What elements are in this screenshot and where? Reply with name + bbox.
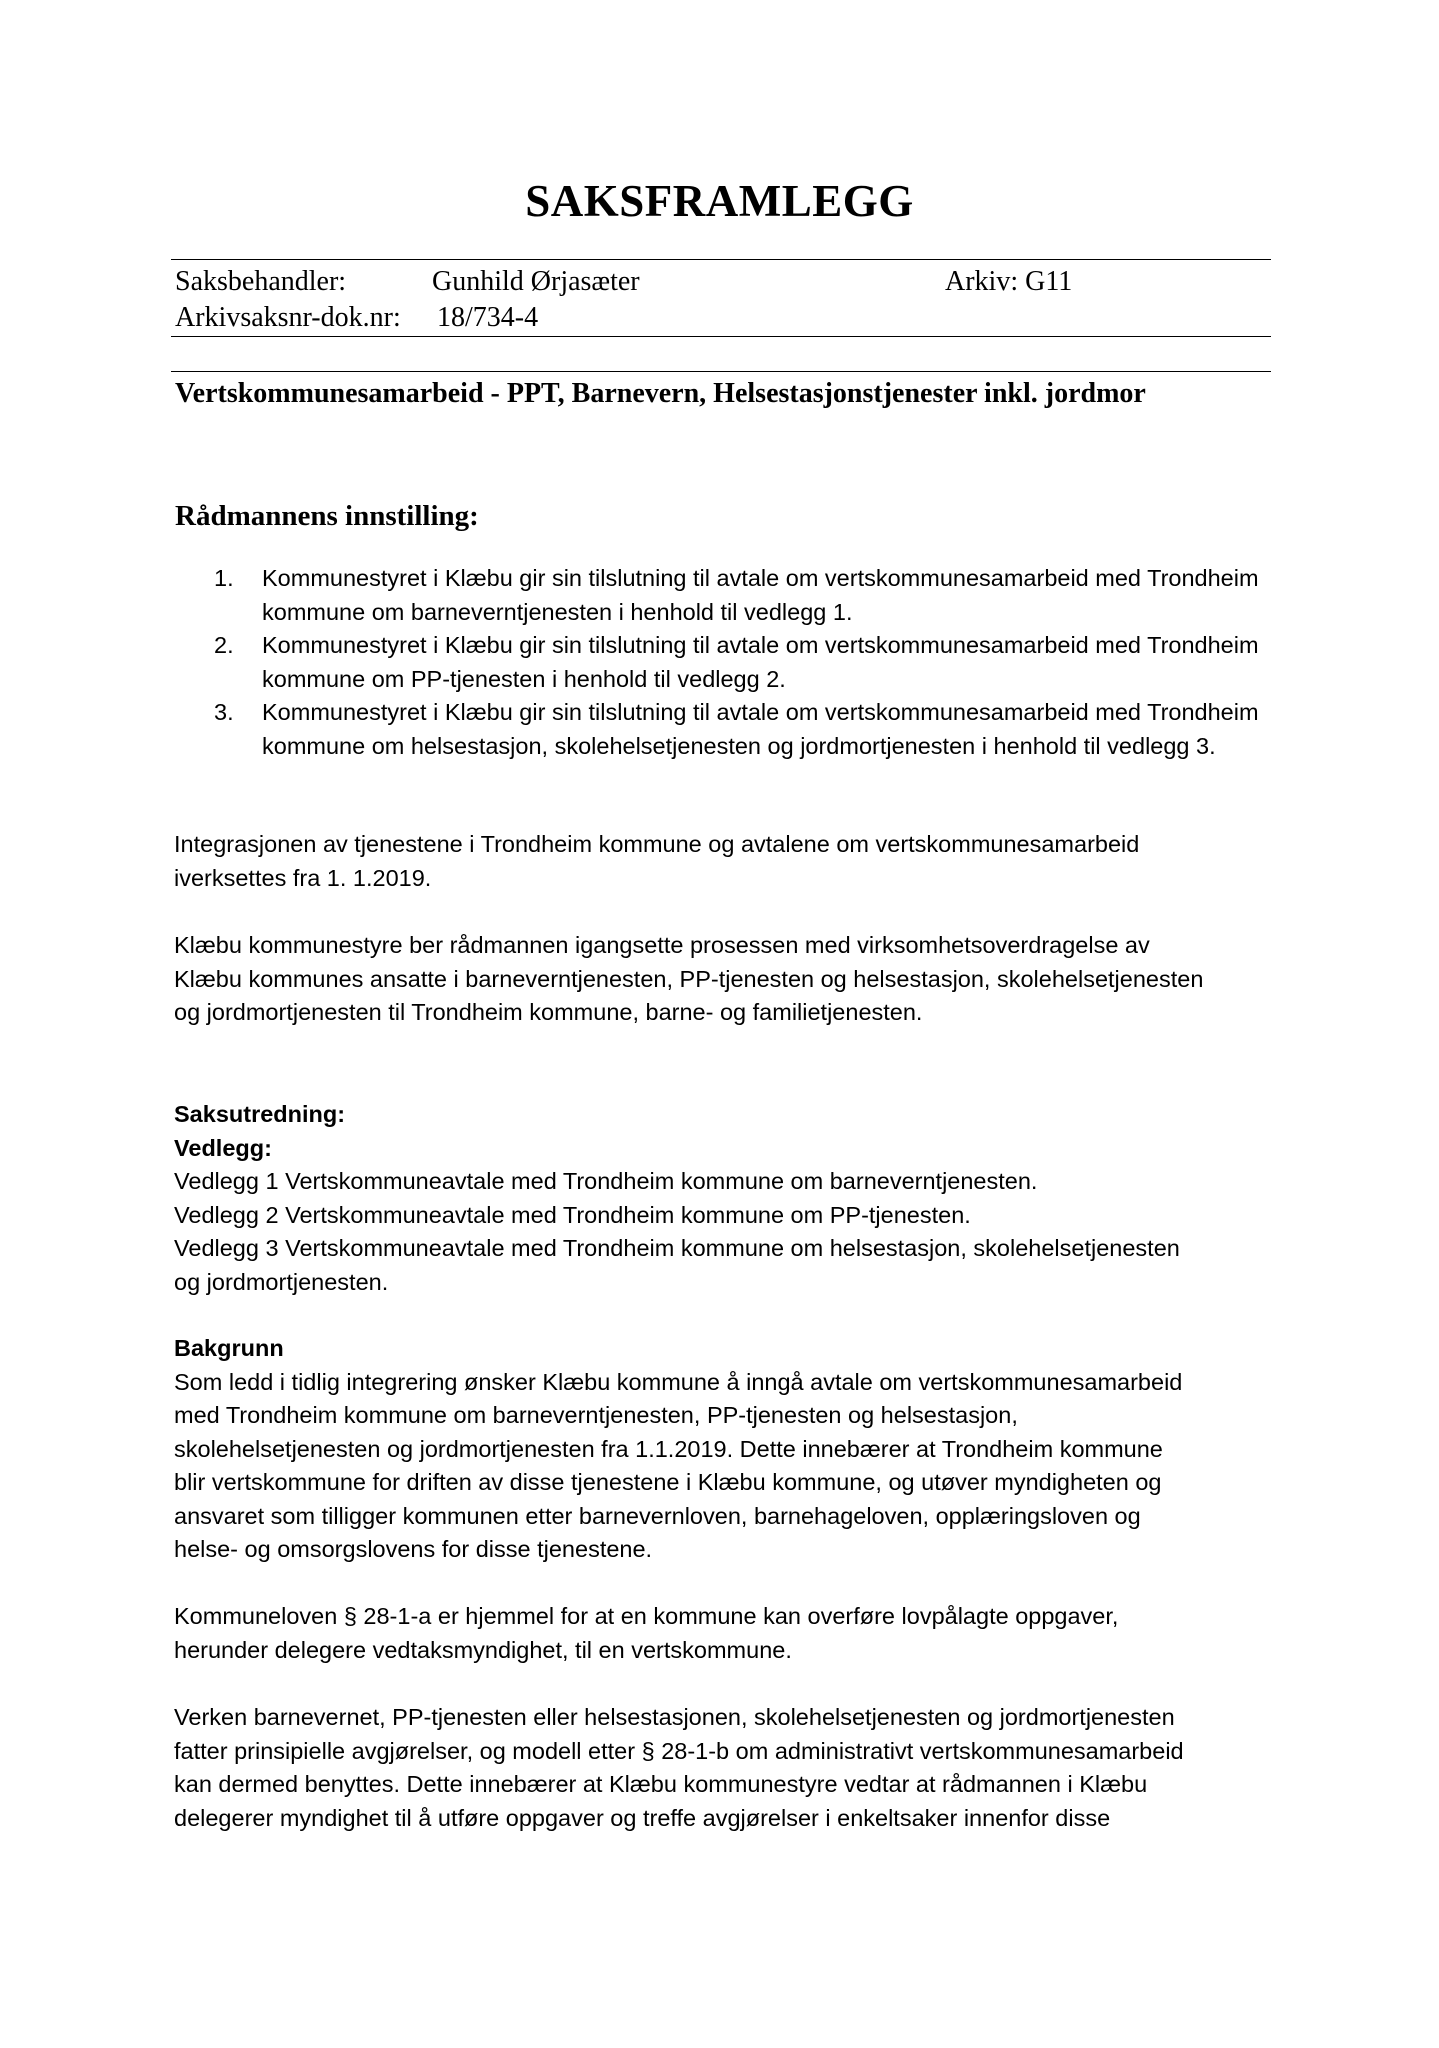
paragraph-line: helse- og omsorgslovens for disse tjenestene. (174, 1536, 653, 1562)
paragraph-line: med Trondheim kommune om barneverntjenesten, PP-tjenesten og helsestasjon, (174, 1402, 1018, 1428)
paragraph-line: Kommuneloven § 28-1-a er hjemmel for at en kommune kan overføre lovpålagte oppgaver, (174, 1603, 1119, 1629)
recommendation-item (174, 629, 1269, 696)
paragraph-line: kan dermed benyttes. Dette innebærer at Klæbu kommunestyre vedtar at rådmannen i Klæbu (174, 1771, 1148, 1797)
recommendation-text: Kommunestyret i Klæbu gir sin tilslutning til avtale om vertskommunesamarbeid med Trondheim kommune om PP-tjenesten i henhold til vedlegg 2. (262, 632, 1259, 692)
header-rule-middle (171, 336, 1271, 337)
recommendation-number: 1. (214, 565, 234, 591)
recommendation-heading: Rådmannens innstilling: (175, 500, 479, 532)
case-report-section (174, 1098, 1269, 1299)
paragraph-line: skolehelsetjenesten og jordmortjenesten fra 1.1.2019. Dette innebærer at Trondheim kommune (174, 1435, 1163, 1462)
paragraph-line: herunder delegere vedtaksmyndighet, til en vertskommune. (174, 1636, 792, 1663)
transfer-paragraph (174, 929, 1269, 1030)
paragraph-line: Verken barnevernet, PP-tjenesten eller helsestasjonen, skolehelsetjenesten og jordmortjenesten (174, 1704, 1175, 1730)
recommendation-number: 2. (214, 632, 234, 658)
recommendation-list (174, 562, 1269, 763)
background-heading: Bakgrunn (174, 1335, 284, 1361)
background-section (174, 1332, 1269, 1567)
paragraph-line: delegerer myndighet til å utføre oppgaver og treffe avgjørelser i enkeltsaker innenfor disse (174, 1804, 1111, 1831)
archive-nr-value: 18/734-4 (437, 302, 539, 333)
paragraph-line: Som ledd i tidlig integrering ønsker Klæbu kommune å inngå avtale om vertskommunesamarbeid (174, 1368, 1183, 1395)
attachment-item: og jordmortjenesten. (174, 1268, 389, 1295)
caseworker-value: Gunhild Ørjasæter (432, 266, 640, 297)
attachment-item: Vedlegg 3 Vertskommuneavtale med Trondheim kommune om helsestasjon, skolehelsetjenesten (174, 1235, 1180, 1261)
header-rule-top (171, 259, 1271, 260)
paragraph-line: fatter prinsipielle avgjørelser, og modell etter § 28-1-b om administrativt vertskommunesamarbeid (174, 1737, 1184, 1764)
recommendation-number: 3. (214, 699, 234, 725)
attachment-item: Vedlegg 2 Vertskommuneavtale med Trondheim kommune om PP-tjenesten. (174, 1201, 971, 1228)
paragraph-line: ansvaret som tilligger kommunen etter barnevernloven, barnehageloven, opplæringsloven og (174, 1502, 1141, 1529)
law-paragraph (174, 1600, 1269, 1667)
admin-paragraph (174, 1701, 1269, 1835)
paragraph-line: iverksettes fra 1. 1.2019. (174, 864, 432, 891)
case-title: Vertskommunesamarbeid - PPT, Barnevern, Helsestasjonstjenester inkl. jordmor (175, 378, 1146, 409)
recommendation-item (174, 562, 1269, 629)
paragraph-line: blir vertskommune for driften av disse tjenestene i Klæbu kommune, og utøver myndigheten og (174, 1469, 1162, 1495)
paragraph-line: Klæbu kommunestyre ber rådmannen igangsette prosessen med virksomhetsoverdragelse av (174, 932, 1150, 958)
case-report-heading: Saksutredning: (174, 1101, 346, 1127)
recommendation-item (174, 696, 1269, 763)
paragraph-line: Klæbu kommunes ansatte i barneverntjenesten, PP-tjenesten og helsestasjon, skolehelsetjenesten (174, 965, 1204, 992)
document-title: SAKSFRAMLEGG (525, 176, 914, 226)
paragraph-line: og jordmortjenesten til Trondheim kommune, barne- og familietjenesten. (174, 999, 923, 1025)
recommendation-text: Kommunestyret i Klæbu gir sin tilslutning til avtale om vertskommunesamarbeid med Trondheim kommune om barneverntjenesten i henhold til vedlegg 1. (262, 565, 1259, 625)
attachments-heading: Vedlegg: (174, 1134, 272, 1161)
recommendation-text: Kommunestyret i Klæbu gir sin tilslutning til avtale om vertskommunesamarbeid med Trondheim kommune om helsestasjon, skolehelsetjenesten og jordmortjenesten i henhold til vedlegg 3. (262, 699, 1259, 759)
integration-paragraph (174, 828, 1269, 895)
caseworker-label: Saksbehandler: (175, 266, 347, 297)
attachment-item: Vedlegg 1 Vertskommuneavtale med Trondheim kommune om barneverntjenesten. (174, 1168, 1038, 1194)
archive-nr-label: Arkivsaksnr-dok.nr: (175, 302, 401, 333)
header-rule-bottom (171, 371, 1271, 372)
paragraph-line: Integrasjonen av tjenestene i Trondheim kommune og avtalene om vertskommunesamarbeid (174, 831, 1140, 857)
archive-label: Arkiv: G11 (945, 266, 1073, 297)
